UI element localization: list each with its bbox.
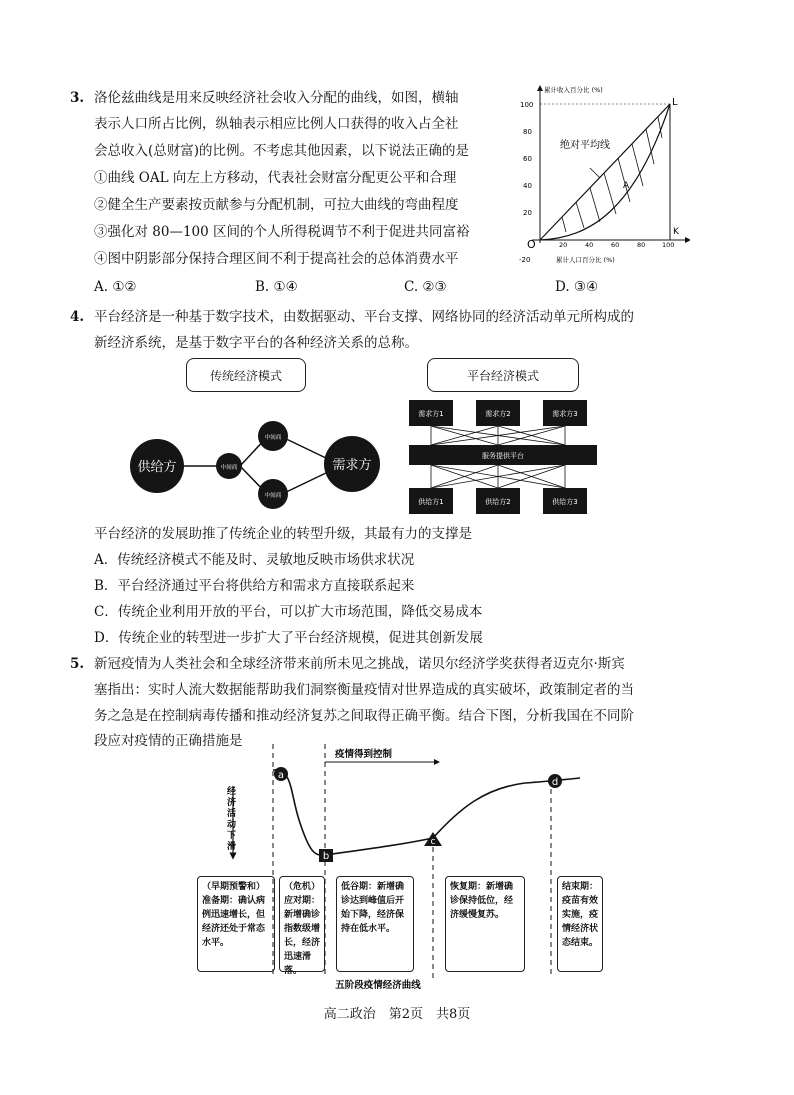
x-tick: 40 [585, 241, 594, 249]
question-number: 4. [70, 309, 85, 325]
q3-line: ②健全生产要素按贡献参与分配机制，可拉大曲线的弯曲程度 [94, 197, 459, 213]
stage-box: 结束期：疫苗有效实施，疫情经济状态结束。 [557, 876, 603, 972]
middleman-label: 中间商 [220, 465, 238, 471]
x-tick: 20 [559, 241, 568, 249]
traditional-title: 传统经济模式 [186, 358, 306, 392]
y-tick: 60 [523, 155, 532, 163]
option-a: A. ①② [94, 279, 137, 295]
y-axis-label: 累计收入百分比 (%) [544, 86, 603, 94]
q5-line: 新冠疫情为人类社会和全球经济带来前所未见之挑战，诺贝尔经济学奖获得者迈克尔·斯宾 [94, 656, 625, 672]
svg-text:经: 经 [227, 787, 237, 797]
q3-line: ①曲线 OAL 向左上方移动，代表社会财富分配更公平和合理 [94, 170, 457, 186]
svg-text:下: 下 [227, 831, 237, 841]
svg-text:济: 济 [227, 798, 237, 808]
x-tick: 100 [662, 241, 675, 249]
equality-label: 绝对平均线 [560, 140, 610, 151]
demand-label: 需求方3 [552, 410, 578, 418]
point-b-label: b [322, 851, 330, 862]
option-b: B．平台经济通过平台将供给方和需求方直接联系起来 [94, 578, 415, 594]
point-l-label: L [672, 97, 678, 108]
y-tick: 20 [523, 209, 532, 217]
y-axis-label [227, 785, 237, 852]
q5-line: 塞指出：实时人流大数据能帮助我们洞察衡量疫情对世界造成的真实破坏，政策制定者的当 [94, 682, 634, 698]
x-axis-label: 累计人口百分比 (%) [556, 256, 615, 264]
question-number: 3. [70, 90, 85, 106]
supply-label: 供给方1 [418, 498, 444, 506]
point-k-label: K [673, 227, 679, 237]
y-tick: 100 [520, 101, 534, 109]
q4-line: 平台经济是一种基于数字技术，由数据驱动、平台支撑、网络协同的经济活动单元所构成的 [94, 309, 634, 325]
q4-question: 平台经济的发展助推了传统企业的转型升级，其最有力的支撑是 [94, 526, 472, 542]
stage-box: （危机）应对期：新增确诊指数级增长，经济迅速滑落。 [279, 876, 325, 972]
stage-box: （早期预警和）准备期：确认病例迅速增长，但经济还处于常态水平。 [197, 876, 275, 972]
option-a: A．传统经济模式不能及时、灵敏地反映市场供求状况 [94, 552, 415, 568]
stage-box: 低谷期：新增确诊达到峰值后开始下降，经济保持在低水平。 [336, 876, 414, 972]
equality-line [540, 104, 670, 240]
chart-caption: 五阶段疫情经济曲线 [335, 980, 421, 991]
svg-text:滑: 滑 [227, 842, 237, 852]
point-c-label: c [430, 837, 436, 847]
control-label: 疫情得到控制 [335, 749, 393, 760]
x-tick: 60 [611, 241, 620, 249]
point-a-label: A [623, 181, 630, 191]
middleman-label: 中间商 [264, 493, 282, 499]
svg-text:动: 动 [227, 820, 237, 830]
shaded-area [562, 117, 662, 232]
stage-box: 恢复期：新增确诊保持低位，经济缓慢复苏。 [445, 876, 525, 972]
y-tick: 40 [523, 182, 532, 190]
q3-line: ④图中阴影部分保持合理区间不利于提高社会的总体消费水平 [94, 251, 459, 267]
demand-label: 需求方2 [485, 410, 511, 418]
q3-line: ③强化对 80—100 区间的个人所得税调节不利于促进共同富裕 [94, 224, 470, 240]
supply-label: 供给方3 [552, 498, 578, 506]
q3-line: 洛伦兹曲线是用来反映经济社会收入分配的曲线，如图，横轴 [94, 90, 459, 106]
lorenz-chart [510, 80, 690, 275]
question-number: 5. [70, 656, 85, 672]
q4-line: 新经济系统，是基于数字平台的各种经济关系的总称。 [94, 335, 418, 351]
y-tick: 80 [523, 128, 532, 136]
q5-line: 段应对疫情的正确措施是 [94, 733, 243, 749]
q5-line: 务之急是在控制病毒传播和推动经济复苏之间取得正确平衡。结合下图，分析我国在不同阶 [94, 708, 634, 724]
option-c: C. ②③ [404, 279, 447, 295]
option-d: D. ③④ [555, 279, 599, 295]
y-tick: -20 [519, 256, 531, 264]
q3-line: 会总收入(总财富)的比例。不考虑其他因素，以下说法正确的是 [94, 143, 470, 159]
demand-label: 需求方1 [418, 410, 444, 418]
page-footer: 高二政治 第2页 共8页 [323, 1007, 471, 1022]
x-tick: 80 [637, 241, 646, 249]
traditional-diagram [128, 395, 396, 525]
svg-text:活: 活 [227, 809, 237, 819]
origin-label: O [527, 238, 536, 251]
supply-label: 供给方2 [485, 498, 511, 506]
q3-line: 表示人口所占比例，纵轴表示相应比例人口获得的收入占全社 [94, 116, 459, 132]
platform-label: 服务提供平台 [482, 452, 524, 460]
option-c: C．传统企业利用开放的平台，可以扩大市场范围，降低交易成本 [94, 604, 483, 620]
supplier-label: 供给方 [137, 460, 177, 475]
platform-title: 平台经济模式 [427, 358, 579, 392]
point-d-label: d [551, 777, 559, 788]
middleman-label: 中间商 [264, 435, 282, 441]
platform-diagram [400, 396, 610, 522]
point-a-label: a [277, 770, 285, 781]
demander-label: 需求方 [332, 458, 372, 473]
option-b: B. ①④ [255, 279, 298, 295]
option-d: D．传统企业的转型进一步扩大了平台经济规模，促进其创新发展 [94, 630, 483, 646]
